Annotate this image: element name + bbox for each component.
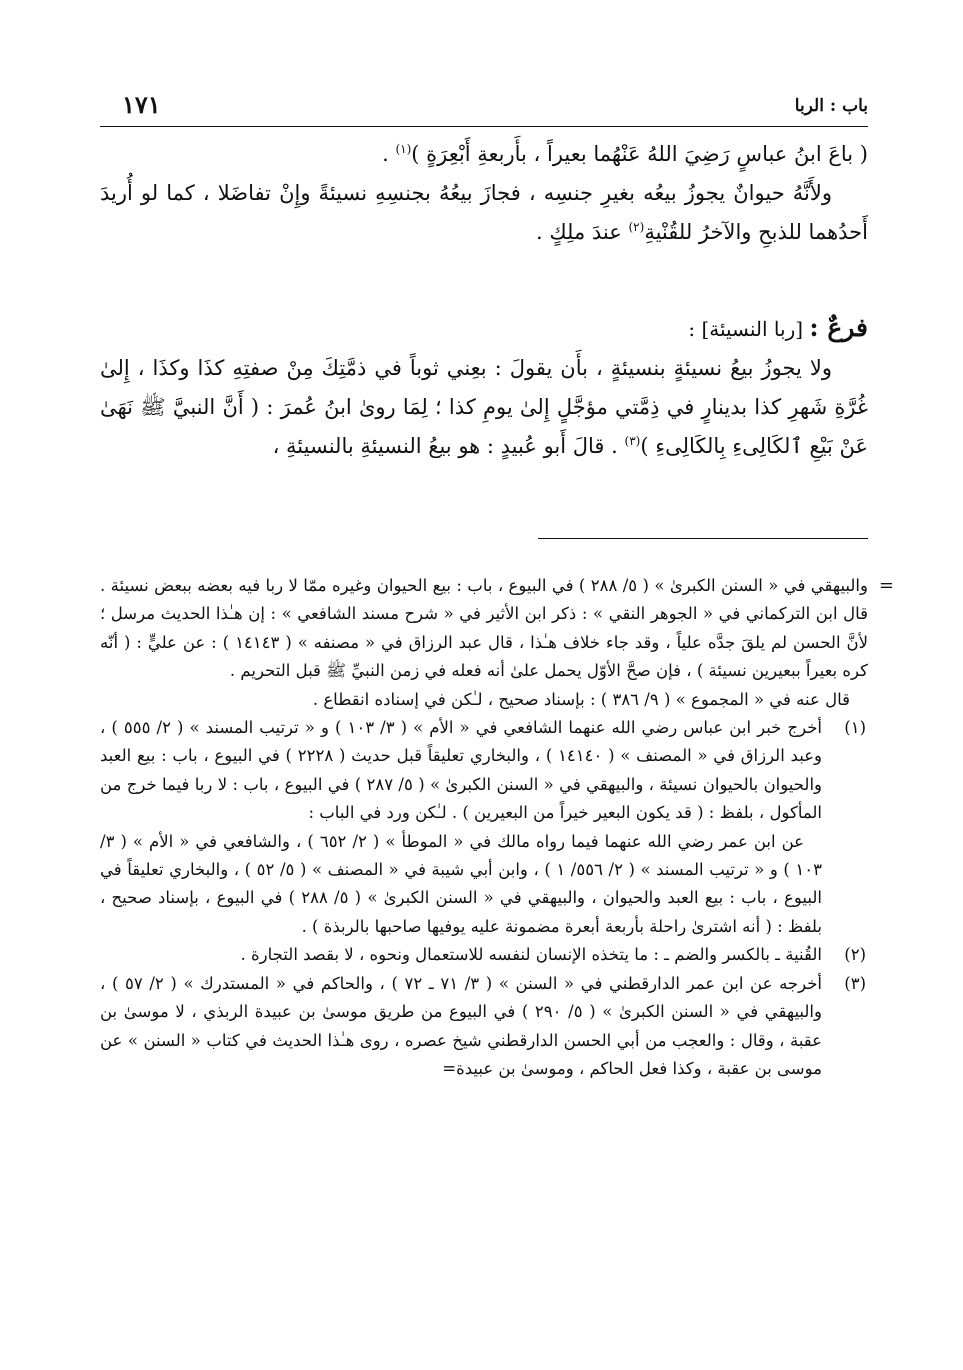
footnotes: [100, 572, 894, 1083]
footnote-1: (١) أخرج خبر ابن عباس رضي الله عنهما الشافعي في « الأم » ( ٣/ ١٠٣ ) و « ترتيب المسند » ( ٢/ ٥٥٥ ) ، وعبد الرزاق في « المصنف » ( ١٤١٤٠ ) ، والبخاري تعليقاً قبل حديث ( ٢٢٢٨ ) في البيوع ، باب : بيع العبد والحيوان بالحيوان نسيئة ، والبيهقي في « السنن الكبرىٰ » ( ٥/ ٢٨٧ ) في البيوع ، باب : لا ربا فيما خرج من المأكول ، بلفظ : ( قد يكون البعير خيراً من البعيرين ) . لـٰكن ورد في الباب : عن ابن عمر رضي الله عنهما فيما رواه مالك في « الموطأ » ( ٢/ ٦٥٢ ) ، والشافعي في « الأم » ( ٣/ ١٠٣ ) و « ترتيب المسند » ( ٢/ ٥٥٦/ ١ ) ، وابن أبي شيبة في « المصنف » ( ٥/ ٥٢ ) ، والبخاري تعليقاً في البيوع ، باب : بيع العبد والحيوان ، والبيهقي في « السنن الكبرىٰ » ( ٥/ ٢٨٨ ) في البيوع ، بإسناد صحيح ، بلفظ : ( أنه اشترىٰ راحلة بأربعة أبعرة مضمونة عليه يوفيها صاحبها بالربذة ) .: [100, 714, 868, 941]
footnote-ref: (١): [395, 142, 412, 156]
footnote-divider: [538, 538, 868, 539]
footnote-ref: (٣): [624, 434, 641, 448]
footnote-number: (٢): [844, 945, 866, 965]
footnote-number: (١): [844, 718, 866, 738]
quote-line: ( باعَ ابنُ عباسٍ رَضِيَ اللهُ عَنْهُما بعيراً ، بأَربعةِ أَبْعِرَةٍ )$^{(١)}$ .: [382, 142, 868, 166]
footnote-continuation: = والبيهقي في « السنن الكبرىٰ » ( ٥/ ٢٨٨ ) في البيوع ، باب : بيع الحيوان وغيره ممّا لا ربا فيه بعضه ببعض نسيئة . قال ابن التركماني في « الجوهر النقي » : ذكر ابن الأثير في « شرح مسند الشافعي » : إن هـٰذا الحديث مرسل ؛ لأنَّ الحسن لم يلقَ جدَّه علياً ، وقد جاء خلاف هـٰذا ، قال عبد الرزاق في « مصنفه » ( ١٤١٤٣ ) : عن عليٍّ : ( أنّه كره بعيراً ببعيرين نسيئة ) ، فإن صحَّ الأوّل يحمل علىٰ أنه فعله في زمن النبيِّ ﷺ قبل التحريم . قال عنه في « المجموع » ( ٩/ ٣٨٦ ) : بإسناد صحيح ، لـٰكن في إسناده انقطاع .: [100, 572, 868, 714]
continuation-mark: =: [878, 575, 894, 596]
running-header: [100, 92, 868, 124]
footnote-3: (٣) أخرجه عن ابن عمر الدارقطني في « السنن » ( ٣/ ٧١ ـ ٧٢ ) ، والحاكم في « المستدرك » ( ٢/ ٥٧ ) ، والبيهقي في « السنن الكبرىٰ » ( ٥/ ٢٩٠ ) في البيوع من طريق موسىٰ بن عبيدة الربذي ، لا موسىٰ بن عقبة ، وقال : والعجب من أبي الحسن الدارقطني شيخ عصره ، روى هـٰذا الحديث في كتاب « السنن » عن موسى بن عقبة ، وكذا فعل الحاكم ، وموسىٰ بن عبيدة=: [100, 970, 868, 1084]
chapter-title: باب : الربا: [794, 96, 868, 116]
main-text: [100, 135, 868, 466]
footnote-2: (٢) القُنية ـ بالكسر والضم ـ : ما يتخذه الإنسان لنفسه للاستعمال ونحوه ، لا بقصد التجارة .: [100, 941, 868, 969]
spacer: [100, 252, 868, 308]
paragraph-2: ولا يجوزُ بيعُ نسيئةٍ بنسيئةٍ ، بأَن يقولَ : بعِني ثوباً في ذمَّتِكَ مِنْ صفتِهِ كذَا وكذَا ، إِلىٰ غُرَّةِ شَهرِ كذا بدينارٍ في ذِمَّتي مؤجَّلٍ إِلىٰ يومِ كذا ؛ لِمَا روىٰ ابنُ عُمرَ : ( أَنَّ النبيَّ ﷺ نَهَىٰ عَنْ بَيْعِ ٱلكَالِىءِ بِالكَالِىءِ )$^{(٣)}$ . قالَ أَبو عُبيدٍ : هو بيعُ النسيئةِ بالنسيئةِ ،: [100, 356, 868, 458]
paragraph-1: ولأَنَّهُ حيوانٌ يجوزُ بيعُه بغيرِ جنسِه ، فجازَ بيعُهُ بجنسِهِ نسيئةً وإِنْ تفاضَلا ، كما لو أُريدَ أَحدُهما للذبحِ والآخرُ للقُنْيةِ$^{(٢)}$ عندَ ملِكٍ .: [100, 181, 868, 244]
section-heading: [100, 308, 868, 349]
section-title: [ربا النسيئة] :: [688, 317, 804, 341]
footnote-ref: (٢): [628, 220, 645, 234]
section-label: فرعٌ :: [809, 313, 868, 342]
page-number: ١٧١: [122, 90, 161, 119]
footnote-number: (٣): [844, 973, 866, 993]
header-divider: [100, 126, 868, 127]
